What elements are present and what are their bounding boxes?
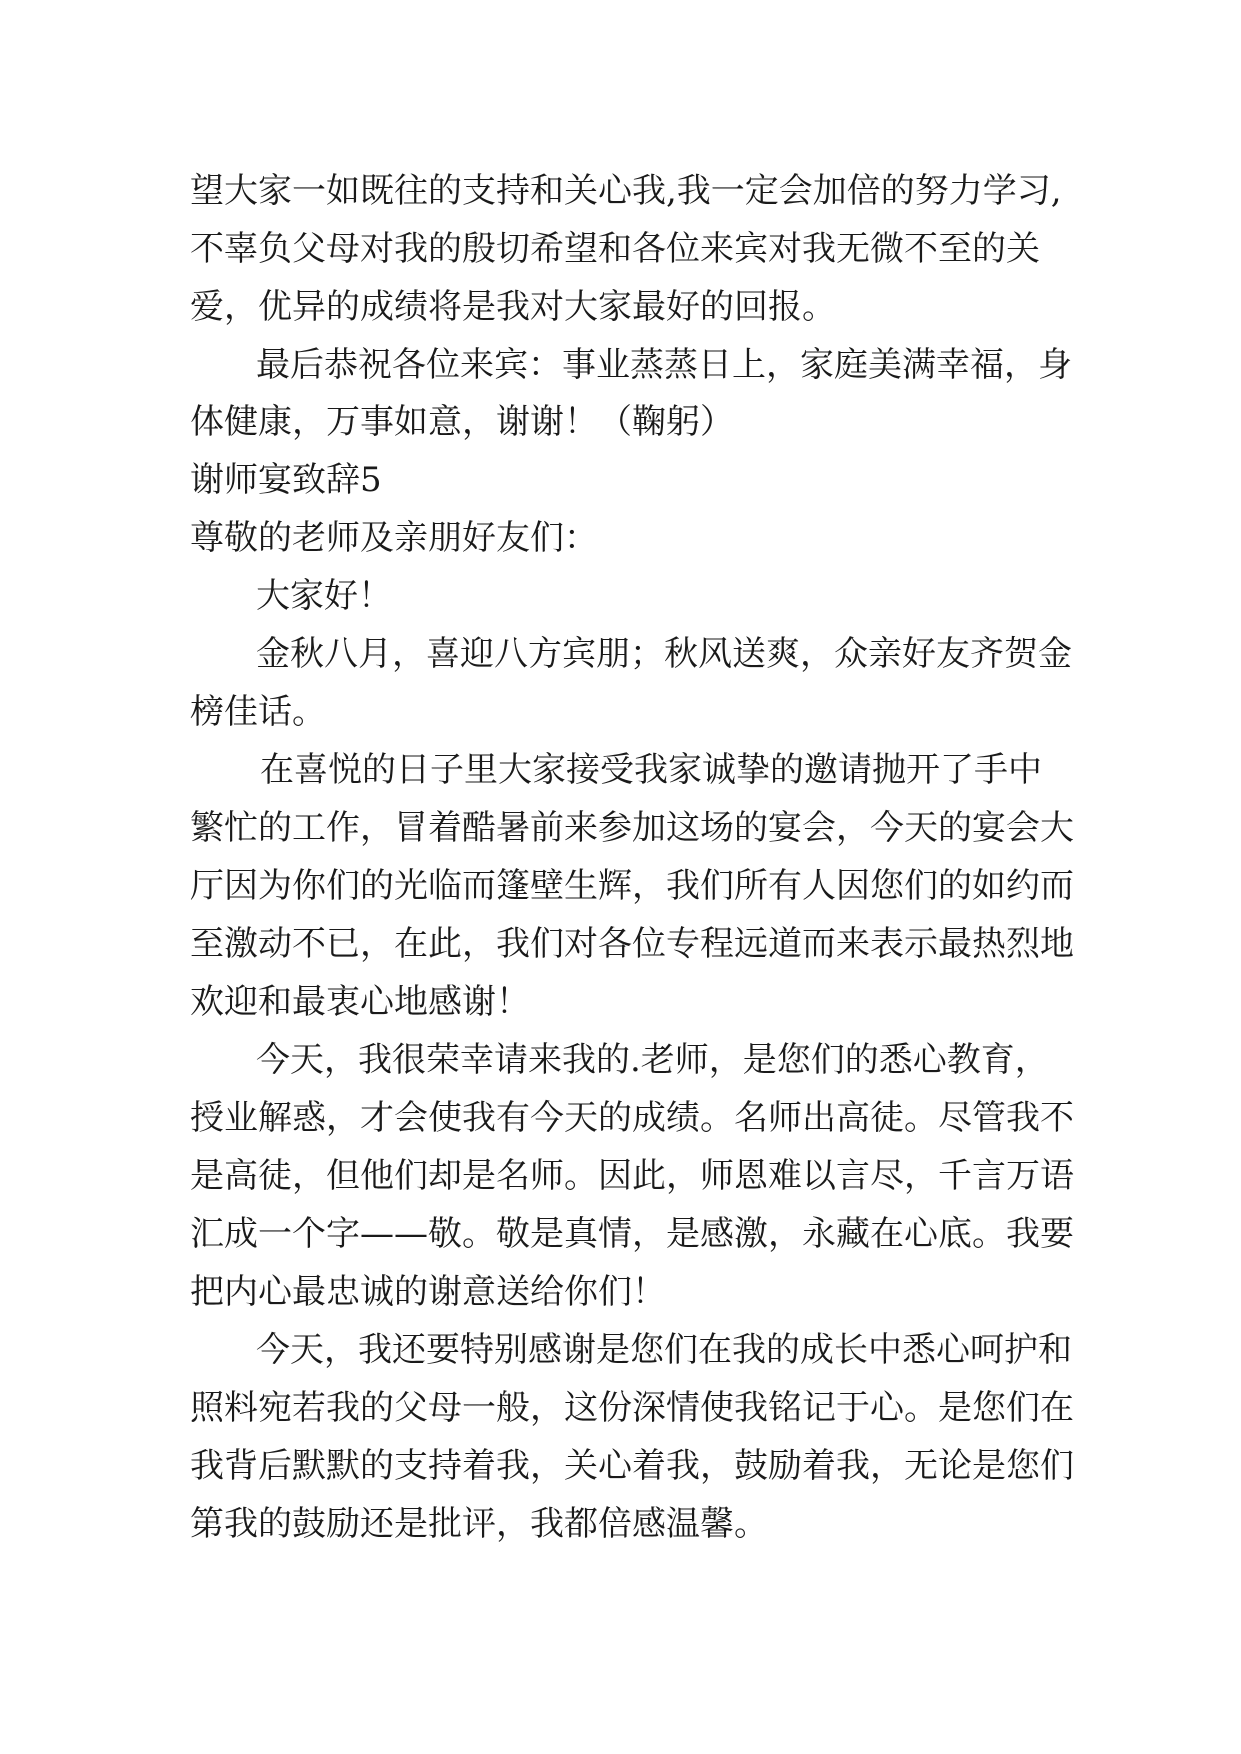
text-line: 是高徒，但他们却是名师。因此，师恩难以言尽，千言万语 xyxy=(190,1156,1074,1196)
text-line: 今天，我很荣幸请来我的.老师，是您们的悉心教育， xyxy=(256,1040,1049,1080)
text-line: 至激动不已，在此，我们对各位专程远道而来表示最热烈地 xyxy=(190,924,1074,964)
text-line: 在喜悦的日子里大家接受我家诚挚的邀请抛开了手中 xyxy=(260,750,1042,790)
text-line: 榜佳话。 xyxy=(190,692,326,732)
text-line: 金秋八月，喜迎八方宾朋；秋风送爽，众亲好友齐贺金 xyxy=(256,634,1072,674)
text-line: 最后恭祝各位来宾：事业蒸蒸日上，家庭美满幸福，身 xyxy=(256,345,1072,385)
section-heading: 谢师宴致辞5 xyxy=(190,460,382,500)
greeting: 大家好！ xyxy=(256,576,392,616)
text-line: 今天，我还要特别感谢是您们在我的成长中悉心呵护和 xyxy=(256,1330,1072,1370)
text-line: 体健康，万事如意，谢谢！（鞠躬） xyxy=(190,402,734,442)
text-line: 把内心最忠诚的谢意送给你们！ xyxy=(190,1272,666,1312)
text-line: 不辜负父母对我的殷切希望和各位来宾对我无微不至的关 xyxy=(190,229,1040,269)
text-line: 爱，优异的成绩将是我对大家最好的回报。 xyxy=(190,287,836,327)
text-line: 照料宛若我的父母一般，这份深情使我铭记于心。是您们在 xyxy=(190,1388,1074,1428)
text-line: 厅因为你们的光临而篷壁生辉，我们所有人因您们的如约而 xyxy=(190,866,1074,906)
text-line: 欢迎和最衷心地感谢！ xyxy=(190,982,530,1022)
text-line: 授业解惑，才会使我有今天的成绩。名师出高徒。尽管我不 xyxy=(190,1098,1074,1138)
text-line: 繁忙的工作，冒着酷暑前来参加这场的宴会，今天的宴会大 xyxy=(190,808,1074,848)
text-line: 我背后默默的支持着我，关心着我，鼓励着我，无论是您们 xyxy=(190,1446,1074,1486)
text-line: 汇成一个字——敬。敬是真情，是感激，永藏在心底。我要 xyxy=(190,1214,1074,1254)
text-line: 第我的鼓励还是批评，我都倍感温馨。 xyxy=(190,1504,768,1544)
salutation: 尊敬的老师及亲朋好友们： xyxy=(190,518,598,558)
text-line: 望大家一如既往的支持和关心我,我一定会加倍的努力学习, xyxy=(190,171,1062,211)
